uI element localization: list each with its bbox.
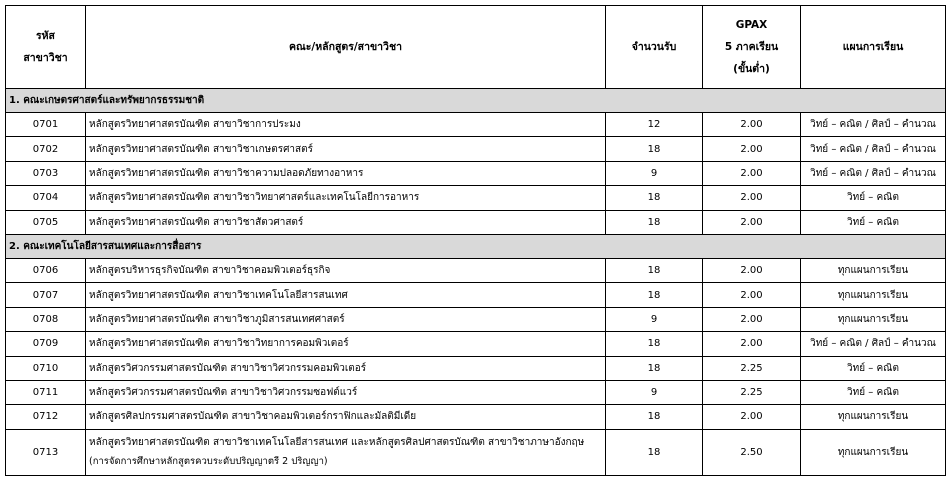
table-row	[6, 161, 946, 185]
table-row	[6, 356, 946, 380]
cell-plan: วิทย์ – คณิต	[801, 380, 946, 404]
cell-gpax: 2.00	[703, 210, 801, 234]
cell-code: 0709	[6, 332, 86, 356]
header-plan: แผนการเรียน	[801, 6, 946, 89]
cell-program: หลักสูตรวิทยาศาสตรบัณฑิต สาขาวิชาเทคโนโลยีสารสนเทศ	[86, 283, 606, 307]
cell-seats: 12	[606, 113, 703, 137]
cell-program	[86, 429, 606, 475]
header-gpax-line3: (ขั้นต่ำ)	[733, 63, 770, 75]
admission-table	[5, 5, 946, 476]
cell-plan: ทุกแผนการเรียน	[801, 258, 946, 282]
cell-code: 0712	[6, 405, 86, 429]
cell-seats: 18	[606, 137, 703, 161]
cell-gpax: 2.00	[703, 186, 801, 210]
cell-program: หลักสูตรวิทยาศาสตรบัณฑิต สาขาวิชาวิทยาการคอมพิวเตอร์	[86, 332, 606, 356]
cell-seats: 18	[606, 283, 703, 307]
cell-program: หลักสูตรวิทยาศาสตรบัณฑิต สาขาวิชาเกษตรศาสตร์	[86, 137, 606, 161]
cell-seats: 18	[606, 332, 703, 356]
table-row	[6, 380, 946, 404]
table-row	[6, 283, 946, 307]
cell-seats: 9	[606, 307, 703, 331]
cell-gpax: 2.00	[703, 283, 801, 307]
table-row	[6, 137, 946, 161]
cell-program: หลักสูตรวิทยาศาสตรบัณฑิต สาขาวิชาความปลอดภัยทางอาหาร	[86, 161, 606, 185]
cell-plan: ทุกแผนการเรียน	[801, 283, 946, 307]
header-gpax-line2: 5 ภาคเรียน	[724, 41, 779, 53]
table-row	[6, 429, 946, 475]
cell-code: 0708	[6, 307, 86, 331]
cell-program: หลักสูตรวิทยาศาสตรบัณฑิต สาขาวิชาภูมิสารสนเทศศาสตร์	[86, 307, 606, 331]
cell-program: หลักสูตรวิศวกรรมศาสตรบัณฑิต สาขาวิชาวิศวกรรมคอมพิวเตอร์	[86, 356, 606, 380]
cell-gpax: 2.00	[703, 137, 801, 161]
cell-code: 0704	[6, 186, 86, 210]
cell-seats: 18	[606, 429, 703, 475]
cell-seats: 18	[606, 405, 703, 429]
cell-code: 0706	[6, 258, 86, 282]
cell-gpax: 2.00	[703, 161, 801, 185]
cell-plan: วิทย์ – คณิต / ศิลป์ – คำนวณ	[801, 161, 946, 185]
header-code-line1: รหัส	[36, 30, 55, 42]
cell-plan: วิทย์ – คณิต / ศิลป์ – คำนวณ	[801, 113, 946, 137]
cell-plan: วิทย์ – คณิต	[801, 210, 946, 234]
cell-code: 0703	[6, 161, 86, 185]
section-row	[6, 89, 946, 113]
header-seats: จำนวนรับ	[606, 6, 703, 89]
table-row	[6, 113, 946, 137]
cell-plan: วิทย์ – คณิต	[801, 356, 946, 380]
cell-code: 0711	[6, 380, 86, 404]
cell-gpax: 2.00	[703, 113, 801, 137]
cell-program: หลักสูตรศิลปกรรมศาสตรบัณฑิต สาขาวิชาคอมพิวเตอร์กราฟิกและมัลติมีเดีย	[86, 405, 606, 429]
cell-program-note: (การจัดการศึกษาหลักสูตรควบระดับปริญญาตรี 2 ปริญญา)	[89, 456, 328, 468]
table-row	[6, 307, 946, 331]
cell-code: 0707	[6, 283, 86, 307]
cell-code: 0713	[6, 429, 86, 475]
header-program: คณะ/หลักสูตร/สาขาวิชา	[86, 6, 606, 89]
cell-program: หลักสูตรวิศวกรรมศาสตรบัณฑิต สาขาวิชาวิศวกรรมซอฟต์แวร์	[86, 380, 606, 404]
cell-gpax: 2.00	[703, 307, 801, 331]
cell-plan: ทุกแผนการเรียน	[801, 307, 946, 331]
cell-program: หลักสูตรวิทยาศาสตรบัณฑิต สาขาวิชาสัตวศาสตร์	[86, 210, 606, 234]
table-row	[6, 332, 946, 356]
cell-plan: ทุกแผนการเรียน	[801, 405, 946, 429]
cell-code: 0702	[6, 137, 86, 161]
cell-plan: วิทย์ – คณิต / ศิลป์ – คำนวณ	[801, 332, 946, 356]
cell-program-main: หลักสูตรวิทยาศาสตรบัณฑิต สาขาวิชาเทคโนโลยีสารสนเทศ และหลักสูตรศิลปศาสตรบัณฑิต สาขาวิชาภาษาอังกฤษ	[89, 437, 585, 449]
cell-plan: วิทย์ – คณิต	[801, 186, 946, 210]
cell-gpax: 2.00	[703, 258, 801, 282]
cell-program: หลักสูตรวิทยาศาสตรบัณฑิต สาขาวิชาการประมง	[86, 113, 606, 137]
cell-seats: 18	[606, 258, 703, 282]
section-title: 1. คณะเกษตรศาสตร์และทรัพยากรธรรมชาติ	[6, 89, 946, 113]
cell-code: 0710	[6, 356, 86, 380]
section-row	[6, 234, 946, 258]
cell-plan: ทุกแผนการเรียน	[801, 429, 946, 475]
cell-gpax: 2.25	[703, 356, 801, 380]
header-row	[6, 6, 946, 89]
cell-program: หลักสูตรวิทยาศาสตรบัณฑิต สาขาวิชาวิทยาศาสตร์และเทคโนโลยีการอาหาร	[86, 186, 606, 210]
cell-seats: 9	[606, 161, 703, 185]
table-row	[6, 186, 946, 210]
cell-seats: 18	[606, 186, 703, 210]
cell-code: 0705	[6, 210, 86, 234]
header-gpax-line1: GPAX	[735, 19, 768, 31]
table-row	[6, 210, 946, 234]
table-row	[6, 258, 946, 282]
cell-seats: 18	[606, 356, 703, 380]
header-code	[6, 6, 86, 89]
cell-plan: วิทย์ – คณิต / ศิลป์ – คำนวณ	[801, 137, 946, 161]
cell-code: 0701	[6, 113, 86, 137]
cell-seats: 9	[606, 380, 703, 404]
header-code-line2: สาขาวิชา	[23, 52, 68, 64]
cell-gpax: 2.00	[703, 405, 801, 429]
cell-gpax: 2.00	[703, 332, 801, 356]
header-gpax	[703, 6, 801, 89]
table-row	[6, 405, 946, 429]
cell-gpax: 2.50	[703, 429, 801, 475]
cell-gpax: 2.25	[703, 380, 801, 404]
section-title: 2. คณะเทคโนโลยีสารสนเทศและการสื่อสาร	[6, 234, 946, 258]
cell-seats: 18	[606, 210, 703, 234]
cell-program: หลักสูตรบริหารธุรกิจบัณฑิต สาขาวิชาคอมพิวเตอร์ธุรกิจ	[86, 258, 606, 282]
